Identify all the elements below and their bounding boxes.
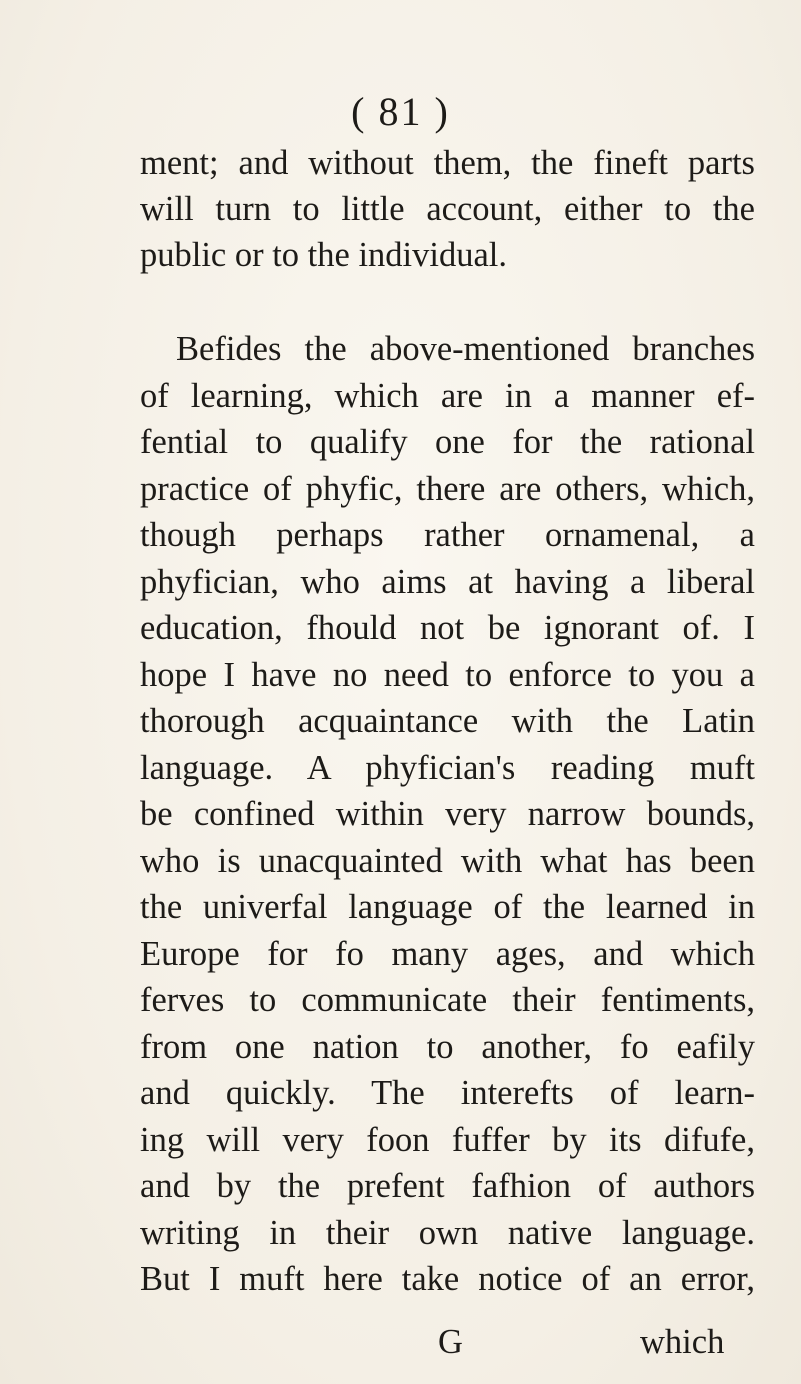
- text-line-20: and quickly. The interefts of learn-: [140, 1074, 755, 1112]
- text-line-9: phyfician, who aims at having a liberal: [140, 563, 755, 601]
- text-line-13: language. A phyfician's reading muft: [140, 749, 755, 787]
- text-line-22: and by the prefent fafhion of authors: [140, 1167, 755, 1205]
- text-line-14: be confined within very narrow bounds,: [140, 795, 755, 833]
- text-line-17: Europe for fo many ages, and which: [140, 935, 755, 973]
- text-line-5: of learning, which are in a manner ef-: [140, 377, 755, 415]
- running-head-page-number: ( 81 ): [351, 89, 450, 134]
- text-line-10: education, fhould not be ignorant of. I: [140, 609, 755, 647]
- text-line-8: though perhaps rather ornamenal, a: [140, 516, 755, 554]
- text-line-4: Befides the above-mentioned branches: [176, 330, 755, 368]
- text-line-21: ing will very foon fuffer by its difufe,: [140, 1121, 755, 1159]
- text-line-19: from one nation to another, fo eafily: [140, 1028, 755, 1066]
- text-line-3: public or to the individual.: [140, 236, 507, 274]
- text-line-18: ferves to communicate their fentiments,: [140, 981, 755, 1019]
- text-line-11: hope I have no need to enforce to you a: [140, 656, 755, 694]
- text-line-12: thorough acquaintance with the Latin: [140, 702, 755, 740]
- text-line-24: But I muft here take notice of an error,: [140, 1260, 755, 1298]
- text-line-15: who is unacquainted with what has been: [140, 842, 755, 880]
- signature-mark: G: [438, 1323, 463, 1361]
- catchword: which: [640, 1323, 725, 1361]
- text-line-23: writing in their own native language.: [140, 1214, 755, 1252]
- text-line-16: the univerfal language of the learned in: [140, 888, 755, 926]
- text-line-7: practice of phyfic, there are others, which,: [140, 470, 755, 508]
- text-line-6: fential to qualify one for the rational: [140, 423, 755, 461]
- text-line-1: ment; and without them, the fineft parts: [140, 144, 755, 182]
- text-line-2: will turn to little account, either to the: [140, 190, 755, 228]
